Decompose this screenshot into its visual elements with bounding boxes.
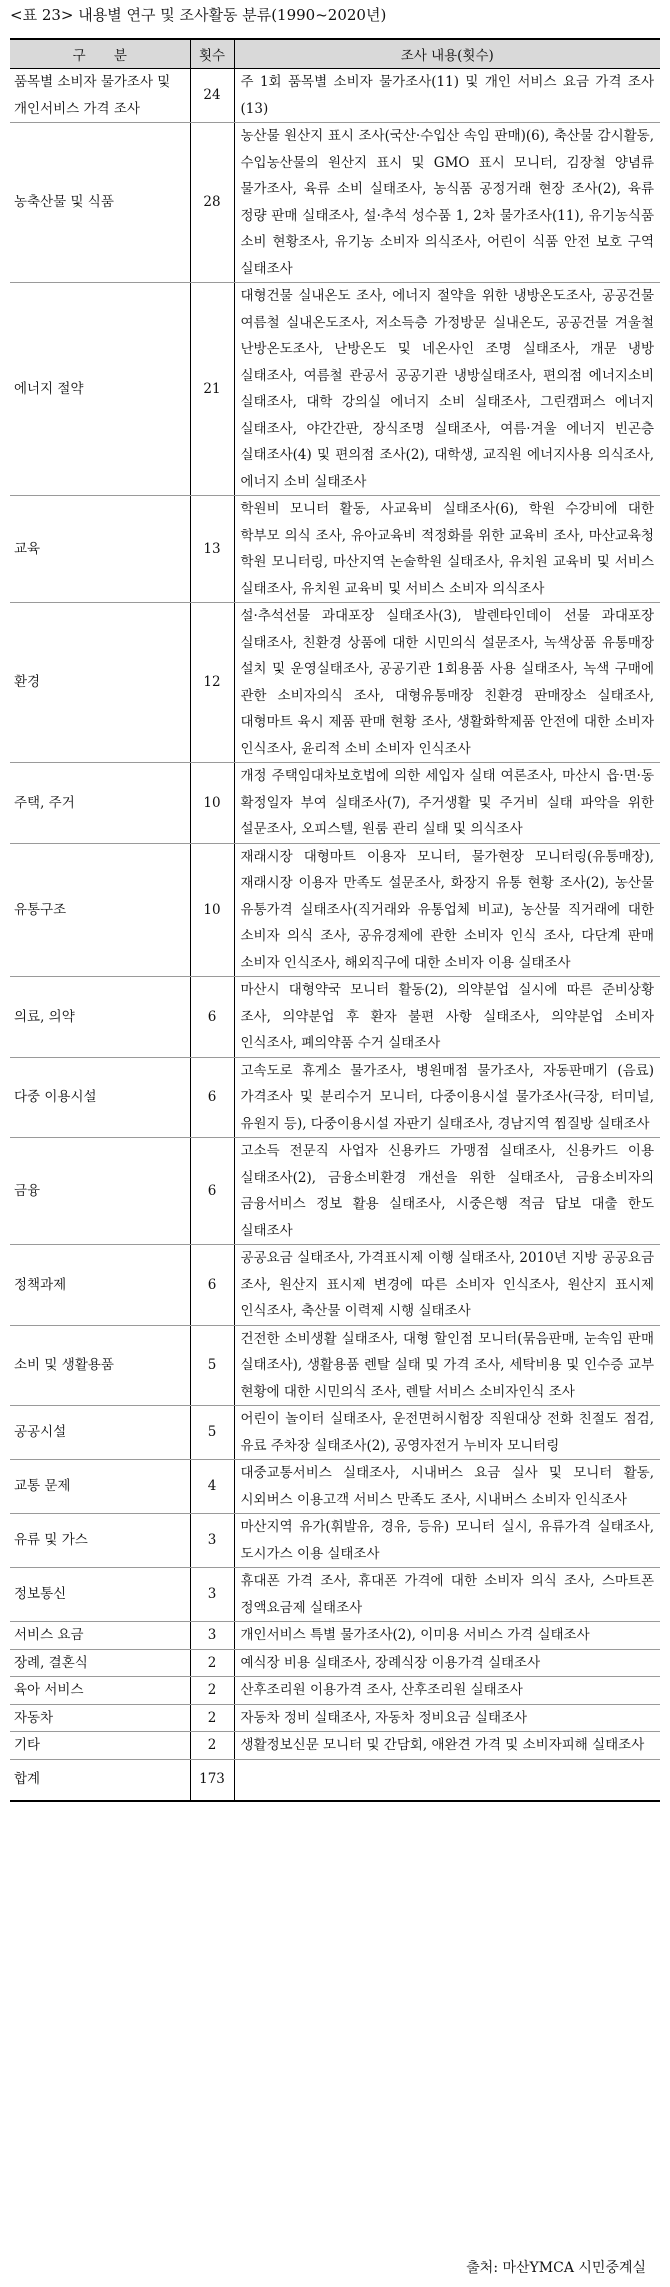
row-count: 2: [190, 1649, 234, 1677]
row-category: 기타: [10, 1732, 190, 1760]
row-content: 대중교통서비스 실태조사, 시내버스 요금 실사 및 모니터 활동, 시외버스 이용고객 서비스 만족도 조사, 시내버스 소비자 인식조사: [234, 1460, 660, 1514]
row-count: 3: [190, 1622, 234, 1650]
header-content: 조사 내용(횟수): [234, 39, 660, 69]
row-content: 예식장 비용 실태조사, 장례식장 이용가격 실태조사: [234, 1649, 660, 1677]
row-category: 금융: [10, 1138, 190, 1245]
row-content: 어린이 놀이터 실태조사, 운전면허시험장 직원대상 전화 친절도 점검, 유료 주차장 실태조사(2), 공영자전거 누비자 모니터링: [234, 1406, 660, 1460]
row-category: 품목별 소비자 물가조사 및 개인서비스 가격 조사: [10, 69, 190, 123]
table-row: [10, 496, 660, 603]
row-category: 소비 및 생활용품: [10, 1325, 190, 1406]
row-content: 대형건물 실내온도 조사, 에너지 절약을 위한 냉방온도조사, 공공건물 여름철 실내온도조사, 저소득층 가정방문 실내온도, 공공건물 겨울철 난방온도조사, 난방온도 및 네온사인 조명 실태조사, 개문 냉방 실태조사, 여름철 관공서 공공기관 냉방실태조사, 편의점 에너지소비 실태조사, 대학 강의실 에너지 소비 실태조사, 그린캠퍼스 에너지 실태조사, 야간간판, 장식조명 실태조사, 여름·겨울 에너지 빈곤층 실태조사(4) 및 편의점 조사(2), 대학생, 교직원 에너지사용 의식조사, 에너지 소비 실태조사: [234, 283, 660, 496]
row-category: 서비스 요금: [10, 1622, 190, 1650]
row-content: 개인서비스 특별 물가조사(2), 이미용 서비스 가격 실태조사: [234, 1622, 660, 1650]
row-count: 6: [190, 977, 234, 1058]
row-count: 2: [190, 1704, 234, 1732]
row-category: 공공시설: [10, 1406, 190, 1460]
header-category: 구 분: [10, 39, 190, 69]
row-count: 12: [190, 603, 234, 763]
row-content: 설·추석선물 과대포장 실태조사(3), 발렌타인데이 선물 과대포장 실태조사, 친환경 상품에 대한 시민의식 설문조사, 녹색상품 유통매장 설치 및 운영실태조사, 공공기관 1회용품 사용 실태조사, 녹색 구매에 관한 소비자의식 조사, 대형유통매장 친환경 판매장소 실태조사, 대형마트 육시 제품 판매 현황 조사, 생활화학제품 안전에 대한 소비자 인식조사, 윤리적 소비 소비자 인식조사: [234, 603, 660, 763]
row-category: 교육: [10, 496, 190, 603]
research-classification-table: [10, 38, 660, 1802]
row-content: 주 1회 품목별 소비자 물가조사(11) 및 개인 서비스 요금 가격 조사(13): [234, 69, 660, 123]
row-content: 공공요금 실태조사, 가격표시제 이행 실태조사, 2010년 지방 공공요금 조사, 원산지 표시제 변경에 따른 소비자 인식조사, 원산지 표시제 인식조사, 축산물 이력제 시행 실태조사: [234, 1245, 660, 1326]
table-row: [10, 1460, 660, 1514]
total-count: 173: [190, 1759, 234, 1801]
row-count: 28: [190, 123, 234, 283]
row-category: 자동차: [10, 1704, 190, 1732]
row-count: 6: [190, 1057, 234, 1138]
row-count: 10: [190, 763, 234, 844]
row-content: 고속도로 휴게소 물가조사, 병원매점 물가조사, 자동판매기 (음료)가격조사 및 분리수거 모니터, 다중이용시설 물가조사(극장, 터미널, 유원지 등), 다중이용시설 자판기 실태조사, 경남지역 찜질방 실태조사: [234, 1057, 660, 1138]
row-count: 6: [190, 1245, 234, 1326]
row-category: 육아 서비스: [10, 1677, 190, 1705]
table-row: [10, 1245, 660, 1326]
total-content: [234, 1759, 660, 1801]
row-count: 10: [190, 843, 234, 977]
row-content: 건전한 소비생활 실태조사, 대형 할인점 모니터(묶음판매, 눈속임 판매 실태조사), 생활용품 렌탈 실태 및 가격 조사, 세탁비용 및 인수증 교부 현황에 대한 시민의식 조사, 렌탈 서비스 소비자인식 조사: [234, 1325, 660, 1406]
row-content: 고소득 전문직 사업자 신용카드 가맹점 실태조사, 신용카드 이용 실태조사(2), 금융소비환경 개선을 위한 실태조사, 금융소비자의 금융서비스 정보 활용 실태조사, 시중은행 적금 답보 대출 한도 실태조사: [234, 1138, 660, 1245]
row-content: 생활정보신문 모니터 및 간담회, 애완견 가격 및 소비자피해 실태조사: [234, 1732, 660, 1760]
row-count: 2: [190, 1677, 234, 1705]
row-category: 에너지 절약: [10, 283, 190, 496]
table-row: [10, 763, 660, 844]
row-content: 휴대폰 가격 조사, 휴대폰 가격에 대한 소비자 의식 조사, 스마트폰 정액요금제 실태조사: [234, 1568, 660, 1622]
row-count: 5: [190, 1406, 234, 1460]
table-caption: <표 23> 내용별 연구 및 조사활동 분류(1990~2020년): [10, 6, 387, 24]
header-row: [10, 39, 660, 69]
row-category: 정책과제: [10, 1245, 190, 1326]
row-count: 5: [190, 1325, 234, 1406]
table-row: [10, 603, 660, 763]
row-count: 21: [190, 283, 234, 496]
row-category: 교통 문제: [10, 1460, 190, 1514]
row-category: 유류 및 가스: [10, 1514, 190, 1568]
row-content: 마산지역 유가(휘발유, 경유, 등유) 모니터 실시, 유류가격 실태조사, 도시가스 이용 실태조사: [234, 1514, 660, 1568]
row-category: 환경: [10, 603, 190, 763]
row-category: 유통구조: [10, 843, 190, 977]
table-row: [10, 123, 660, 283]
total-label: 합계: [10, 1759, 190, 1801]
table-body: [10, 69, 660, 1801]
header-count: 횟수: [190, 39, 234, 69]
table-row: [10, 283, 660, 496]
table-row: [10, 1677, 660, 1705]
row-category: 정보통신: [10, 1568, 190, 1622]
table-row: [10, 1649, 660, 1677]
row-category: 의료, 의약: [10, 977, 190, 1058]
row-content: 학원비 모니터 활동, 사교육비 실태조사(6), 학원 수강비에 대한 학부모 의식 조사, 유아교육비 적정화를 위한 교육비 조사, 마산교육청 학원 모니터링, 마산지역 논술학원 실태조사, 유치원 교육비 및 서비스 실태조사, 유치원 교육비 및 서비스 소비자 의식조사: [234, 496, 660, 603]
row-content: 재래시장 대형마트 이용자 모니터, 물가현장 모니터링(유통매장), 재래시장 이용자 만족도 설문조사, 화장지 유통 현황 조사(2), 농산물 유통가격 실태조사(직거래와 유통업체 비교), 농산물 직거래에 대한 소비자 의식 조사, 공유경제에 관한 소비자 인식 조사, 다단계 판매 소비자 인식조사, 해외직구에 대한 소비자 이용 실태조사: [234, 843, 660, 977]
table-row: [10, 1732, 660, 1760]
row-content: 개정 주택임대차보호법에 의한 세입자 실태 여론조사, 마산시 읍·면·동 확정일자 부여 실태조사(7), 주거생활 및 주거비 실태 파악을 위한 설문조사, 오피스텔, 원룸 관리 실태 및 의식조사: [234, 763, 660, 844]
table-row: [10, 1325, 660, 1406]
table-row: [10, 1622, 660, 1650]
row-count: 3: [190, 1568, 234, 1622]
row-count: 4: [190, 1460, 234, 1514]
row-content: 산후조리원 이용가격 조사, 산후조리원 실태조사: [234, 1677, 660, 1705]
source-note: 출처: 마산YMCA 시민중계실: [466, 2260, 646, 2276]
row-count: 24: [190, 69, 234, 123]
table-row: [10, 69, 660, 123]
table-row: [10, 843, 660, 977]
table-row: [10, 1514, 660, 1568]
row-category: 주택, 주거: [10, 763, 190, 844]
table-row: [10, 1406, 660, 1460]
row-count: 6: [190, 1138, 234, 1245]
row-content: 마산시 대형약국 모니터 활동(2), 의약분업 실시에 따른 준비상황 조사, 의약분업 후 환자 불편 사항 실태조사, 의약분업 소비자 인식조사, 폐의약품 수거 실태조사: [234, 977, 660, 1058]
table-row: [10, 1138, 660, 1245]
table-row: [10, 1568, 660, 1622]
row-category: 농축산물 및 식품: [10, 123, 190, 283]
table-row: [10, 1704, 660, 1732]
row-category: 장례, 결혼식: [10, 1649, 190, 1677]
table-row: [10, 1057, 660, 1138]
row-count: 13: [190, 496, 234, 603]
row-count: 3: [190, 1514, 234, 1568]
table-row: [10, 977, 660, 1058]
row-content: 자동차 정비 실태조사, 자동차 정비요금 실태조사: [234, 1704, 660, 1732]
total-row: [10, 1759, 660, 1801]
row-category: 다중 이용시설: [10, 1057, 190, 1138]
row-content: 농산물 원산지 표시 조사(국산·수입산 속임 판매)(6), 축산물 감시활동, 수입농산물의 원산지 표시 및 GMO 표시 모니터, 김장철 양념류 물가조사, 육류 소비 실태조사, 농식품 공정거래 현장 조사(2), 육류 정량 판매 실태조사, 설·추석 성수품 1, 2차 물가조사(11), 유기농식품 소비 현황조사, 유기농 소비자 의식조사, 어린이 식품 안전 보호 구역 실태조사: [234, 123, 660, 283]
row-count: 2: [190, 1732, 234, 1760]
